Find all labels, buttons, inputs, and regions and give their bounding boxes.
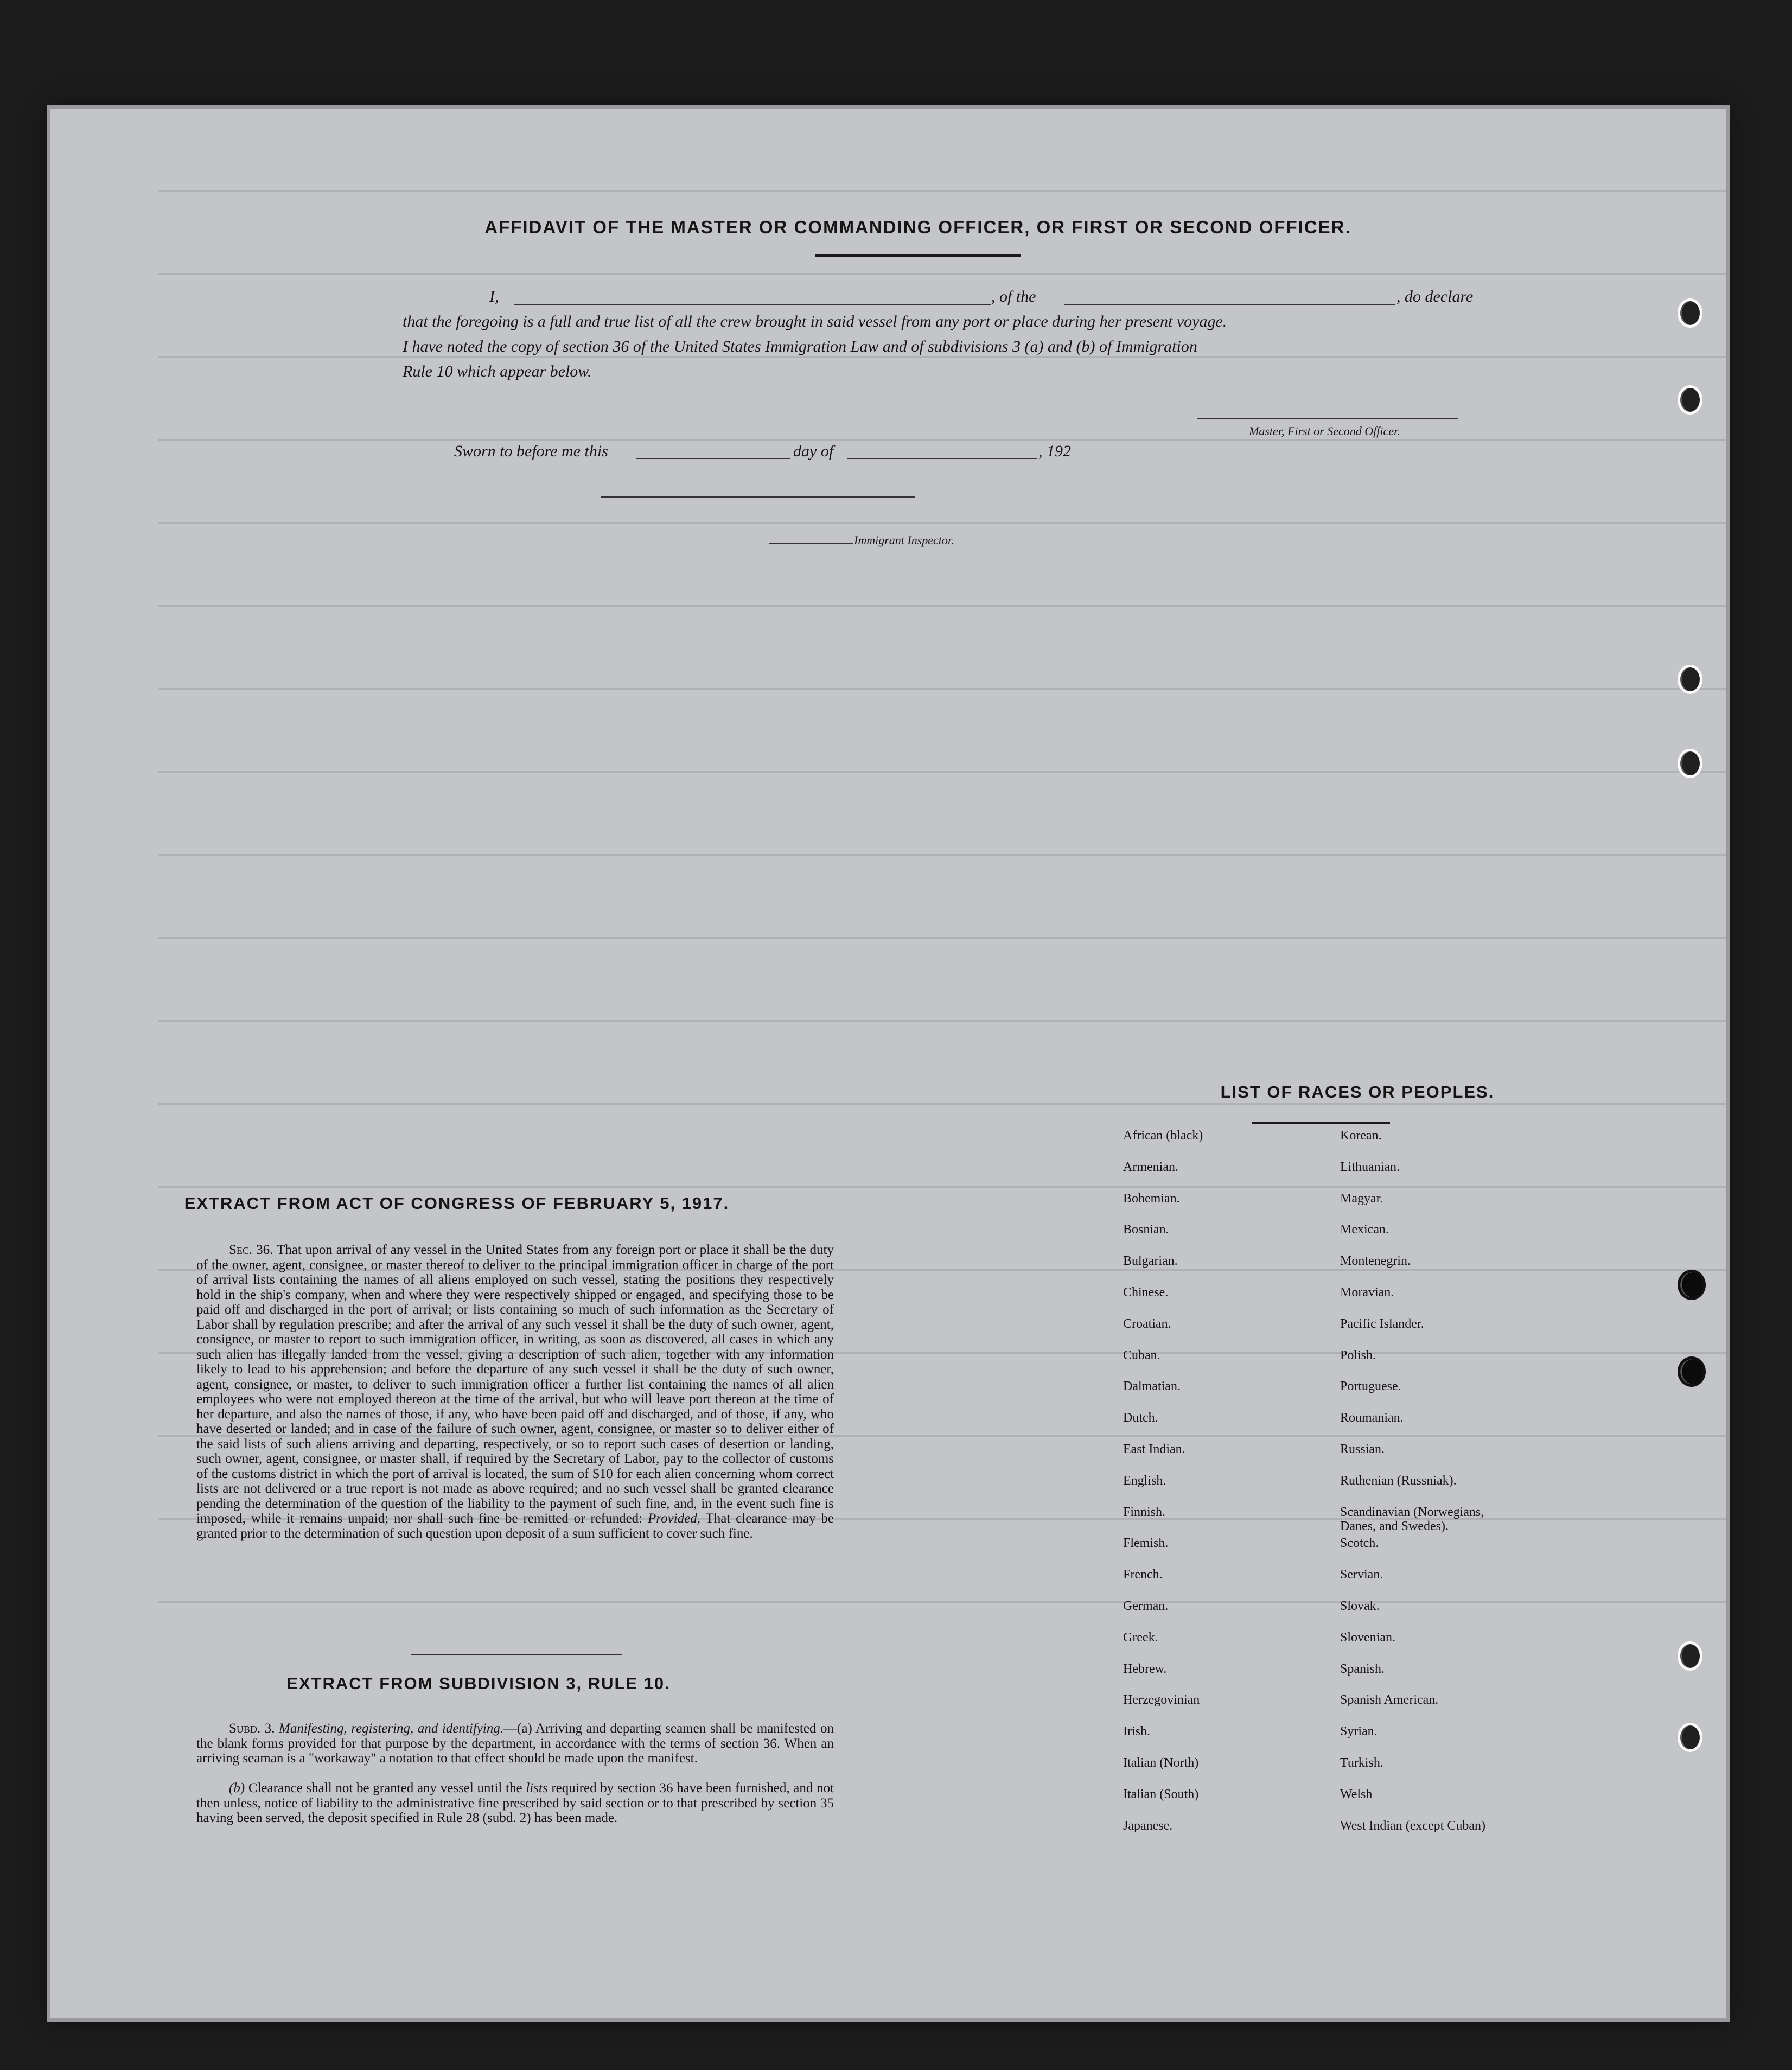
vessel-blank — [1064, 304, 1395, 305]
race-item: French. — [1123, 1568, 1163, 1582]
master-signature-blank — [1197, 418, 1458, 419]
race-item: Japanese. — [1123, 1818, 1173, 1833]
extract-rule-title: EXTRACT FROM SUBDIVISION 3, RULE 10. — [286, 1674, 671, 1693]
race-item: Greek. — [1123, 1630, 1158, 1645]
punch-hole-icon — [1678, 1723, 1702, 1752]
extract-rule-a — [196, 1721, 834, 1766]
race-item: Scotch. — [1340, 1536, 1379, 1551]
inspector-caption: Immigrant Inspector. — [854, 533, 954, 547]
race-item: Turkish. — [1340, 1755, 1383, 1770]
subd-heading: Manifesting, registering, and identifying. — [279, 1721, 504, 1736]
race-item: Dalmatian. — [1123, 1379, 1181, 1394]
race-item: Slovak. — [1340, 1598, 1380, 1613]
day-blank — [636, 458, 790, 459]
race-item: Ruthenian (Russniak). — [1340, 1473, 1457, 1488]
race-item: Mexican. — [1340, 1222, 1389, 1237]
race-item: West Indian (except Cuban) — [1340, 1818, 1485, 1833]
subd-b-text-2: required by section 36 have been furnished, and not then unless, notice of liability to the administrative fine prescribed by said section or to that prescribed by section 35 having been served, the deposit specified in Rule 28 (subd. 2) has been made. — [196, 1781, 834, 1825]
race-item: Magyar. — [1340, 1191, 1383, 1206]
affidavit-line-4: Rule 10 which appear below. — [403, 362, 592, 380]
race-item: Italian (North) — [1123, 1755, 1199, 1770]
sec-label: Sec. 36. — [229, 1243, 273, 1257]
punch-hole-icon — [1678, 749, 1702, 778]
race-item: Cuban. — [1123, 1348, 1160, 1362]
affidavit-title-rule — [815, 254, 1021, 257]
races-title-rule — [1252, 1122, 1390, 1124]
extract-act-title: EXTRACT FROM ACT OF CONGRESS OF FEBRUARY 5, 1917. — [184, 1194, 730, 1213]
race-item: Finnish. — [1123, 1505, 1166, 1519]
punch-hole-icon — [1678, 1641, 1702, 1671]
name-blank — [514, 304, 991, 305]
race-item: Polish. — [1340, 1348, 1376, 1362]
punch-hole-icon — [1678, 1270, 1706, 1300]
race-item: Armenian. — [1123, 1160, 1178, 1174]
day-of-text: day of — [793, 442, 834, 460]
provided-text: Provided, — [648, 1511, 700, 1526]
affidavit-title: AFFIDAVIT OF THE MASTER OR COMMANDING OFFICER, OR FIRST OR SECOND OFFICER. — [484, 217, 1351, 237]
punch-hole-icon — [1678, 1356, 1706, 1387]
punch-hole-icon — [1678, 298, 1702, 328]
race-item: Chinese. — [1123, 1285, 1169, 1300]
race-item: Bosnian. — [1123, 1222, 1169, 1237]
race-item: Bulgarian. — [1123, 1254, 1178, 1269]
inspector-short-blank — [769, 543, 853, 544]
race-item: Dutch. — [1123, 1411, 1158, 1425]
race-item: Slovenian. — [1340, 1630, 1395, 1645]
race-item: Servian. — [1340, 1568, 1383, 1582]
subd-b-lists: lists — [526, 1781, 548, 1795]
race-item: Pacific Islander. — [1340, 1316, 1424, 1331]
subd-label: Subd. 3. — [229, 1721, 275, 1736]
race-item: Croatian. — [1123, 1316, 1171, 1331]
races-title: LIST OF RACES OR PEOPLES. — [1220, 1082, 1495, 1101]
race-item: Portuguese. — [1340, 1379, 1401, 1394]
races-list — [1123, 1129, 1514, 1850]
affidavit-line-3: I have noted the copy of section 36 of the United States Immigration Law and of subdivisions 3 (a) and (b) of Immigration — [403, 337, 1197, 355]
extract-divider — [411, 1654, 622, 1655]
affidavit-i: I, — [489, 288, 499, 305]
extract-act-body — [196, 1243, 834, 1541]
race-item: Flemish. — [1123, 1536, 1169, 1551]
race-item: Scandinavian (Norwegians, Danes, and Swedes). — [1340, 1505, 1484, 1533]
punch-hole-icon — [1678, 385, 1702, 415]
race-item: Welsh — [1340, 1787, 1373, 1801]
subd-a-text: —(a) Arriving and departing seamen shall be manifested on the blank forms provided for that purpose by the department, in accordance with the terms of section 36. When an arriving seaman is a "workaway" a notation to that effect should be made upon the manifest. — [196, 1721, 834, 1766]
race-item: English. — [1123, 1473, 1166, 1488]
master-caption: Master, First or Second Officer. — [1249, 424, 1400, 438]
race-item: Spanish American. — [1340, 1693, 1439, 1708]
race-item: Irish. — [1123, 1724, 1150, 1739]
race-item: Roumanian. — [1340, 1411, 1404, 1425]
race-item: Moravian. — [1340, 1285, 1394, 1300]
race-item: German. — [1123, 1598, 1169, 1613]
extract-rule-b — [196, 1781, 834, 1826]
affidavit-line-2: that the foregoing is a full and true list of all the crew brought in said vessel from any port or place during her present voyage. — [403, 313, 1227, 330]
race-item: African (black) — [1123, 1129, 1203, 1143]
race-item: Bohemian. — [1123, 1191, 1180, 1206]
sworn-text: Sworn to before me this — [454, 442, 608, 460]
affidavit-do-declare: , do declare — [1396, 288, 1474, 305]
inspector-signature-blank — [601, 496, 915, 498]
sec-text: That upon arrival of any vessel in the United States from any foreign port or place it shall be the duty of the owner, agent, consignee, or master thereof to deliver to the principal immigration officer in charge of the port of arrival lists containing the names of all aliens employed on such vessel, stating the positions they respectively hold in the ship's company, when and where they were respectively shipped or engaged, and specifying those to be paid off and discharged in the port of arrival; or lists containing so much of such information as the Secretary of Labor shall by regulation prescribe; and after the arrival of any such vessel it shall be the duty of such owner, agent, consignee, or master to report to such immigration officer, in writing, as soon as discovered, all cases in which any such alien has illegally landed from the vessel, giving a description of such alien, together with any information likely to lead to his apprehension; and before the departure of any such vessel it shall be the duty of such owner, agent, consignee, or master, to deliver to such immigration officer a further list containing the names of all alien employees who were not employed thereon at the time of the arrival, but who will leave port thereon at the time of her departure, and also the names of those, if any, who have been paid off and discharged, and of those, if any, who have deserted or landed; and in case of the failure of such owner, agent, consignee, or master so to deliver either of the said lists of such aliens arriving and departing, respectively, or so to report such cases of desertion or landing, such owner, agent, consignee, or master shall, if required by the Secretary of Labor, pay to the collector of customs of the customs district in which the port of arrival is located, the sum of $10 for each alien concerning whom correct lists are not delivered or a true report is not made as above required; and no such vessel shall be granted clearance pending the determination of the question of the liability to the payment of such fine, and, in the event such fine is imposed, while it remains unpaid; nor shall such fine be remitted or refunded: — [196, 1243, 834, 1526]
sec-text-end: That clearance may be granted prior to the determination of such question upon deposit of a sum sufficient to cover such fine. — [196, 1511, 834, 1541]
race-item: Herzegovinian — [1123, 1693, 1200, 1708]
race-item: East Indian. — [1123, 1442, 1185, 1456]
race-item: Italian (South) — [1123, 1787, 1199, 1801]
race-item: Korean. — [1340, 1129, 1382, 1143]
race-item: Montenegrin. — [1340, 1254, 1411, 1269]
race-item: Lithuanian. — [1340, 1160, 1400, 1174]
race-item: Hebrew. — [1123, 1661, 1167, 1676]
subd-b-text-1: Clearance shall not be granted any vessel until the — [248, 1781, 522, 1795]
affidavit-of-the: , of the — [991, 288, 1036, 305]
race-item: Syrian. — [1340, 1724, 1378, 1739]
year-text: , 192 — [1038, 442, 1071, 460]
punch-hole-icon — [1678, 665, 1702, 694]
month-blank — [847, 458, 1037, 459]
race-item: Russian. — [1340, 1442, 1385, 1456]
subd-b-label: (b) — [229, 1781, 245, 1795]
race-item: Spanish. — [1340, 1661, 1385, 1676]
